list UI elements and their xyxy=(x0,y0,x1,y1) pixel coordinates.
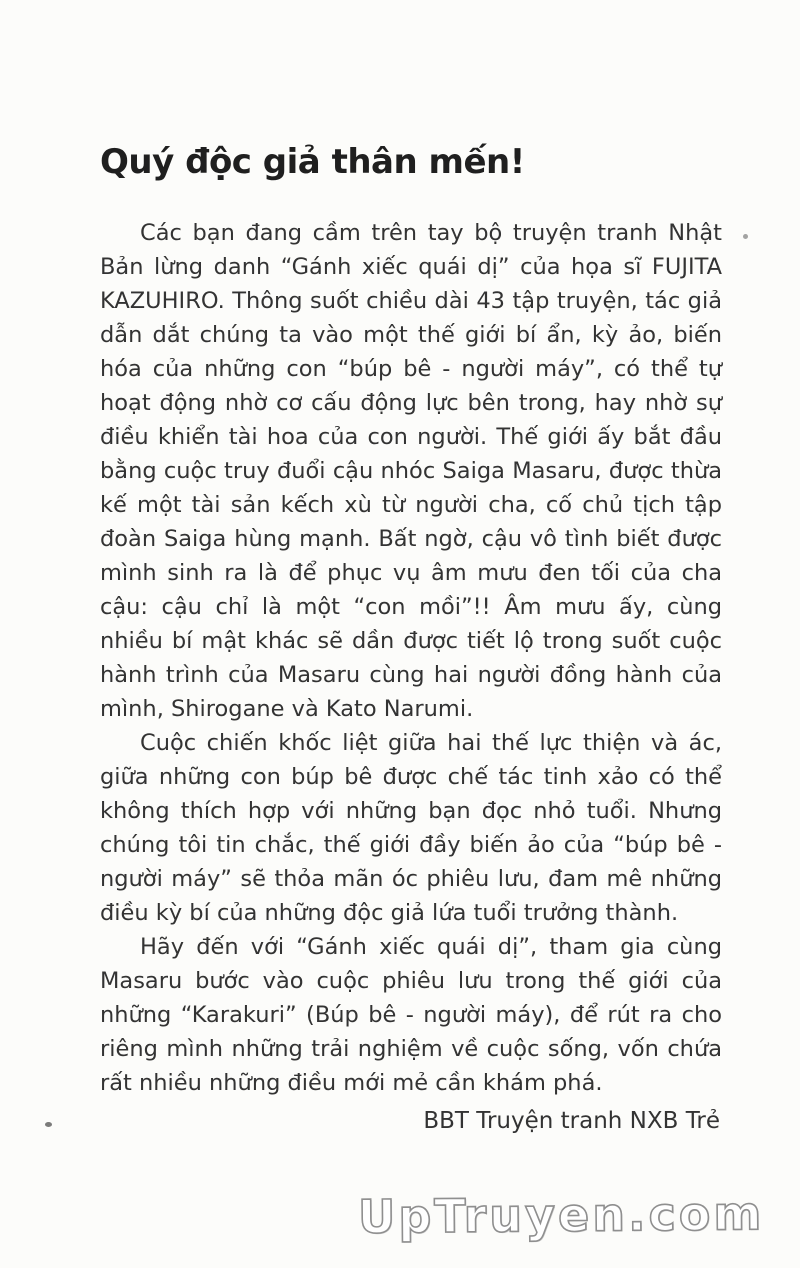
letter-body xyxy=(100,216,722,1100)
scan-speck-right xyxy=(743,234,748,239)
signature: BBT Truyện tranh NXB Trẻ xyxy=(423,1108,720,1134)
watermark-text: UpTruyen.com xyxy=(357,1186,765,1244)
letter-content xyxy=(100,142,722,1100)
body-paragraph-2: Cuộc chiến khốc liệt giữa hai thế lực thiện và ác, giữa những con búp bê được chế tác tinh xảo có thể không thích hợp với những bạn đọc nhỏ tuổi. Nhưng chúng tôi tin chắc, thế giới đầy biến ảo của “búp bê - người máy” sẽ thỏa mãn óc phiêu lưu, đam mê những điều kỳ bí của những độc giả lứa tuổi trưởng thành. xyxy=(100,730,722,926)
body-paragraph-1: Các bạn đang cầm trên tay bộ truyện tranh Nhật Bản lừng danh “Gánh xiếc quái dị” của họa sĩ FUJITA KAZUHIRO. Thông suốt chiều dài 43 tập truyện, tác giả dẫn dắt chúng ta vào một thế giới bí ẩn, kỳ ảo, biến hóa của những con “búp bê - người máy”, có thể tự hoạt động nhờ cơ cấu động lực bên trong, hay nhờ sự điều khiển tài hoa của con người. Thế giới ấy bắt đầu bằng cuộc truy đuổi cậu nhóc Saiga Masaru, được thừa kế một tài sản kếch xù từ người cha, cố chủ tịch tập đoàn Saiga hùng mạnh. Bất ngờ, cậu vô tình biết được mình sinh ra là để phục vụ âm mưu đen tối của cha cậu: cậu chỉ là một “con mồi”!! Âm mưu ấy, cùng nhiều bí mật khác sẽ dần được tiết lộ trong suốt cuộc hành trình của Masaru cùng hai người đồng hành của mình, Shirogane và Kato Narumi. xyxy=(100,220,722,722)
scan-speck-left xyxy=(45,1122,52,1127)
body-paragraph-3: Hãy đến với “Gánh xiếc quái dị”, tham gia cùng Masaru bước vào cuộc phiêu lưu trong thế giới của những “Karakuri” (Búp bê - người máy), để rút ra cho riêng mình những trải nghiệm về cuộc sống, vốn chứa rất nhiều những điều mới mẻ cần khám phá. xyxy=(100,934,722,1096)
page-title: Quý độc giả thân mến! xyxy=(100,142,525,182)
